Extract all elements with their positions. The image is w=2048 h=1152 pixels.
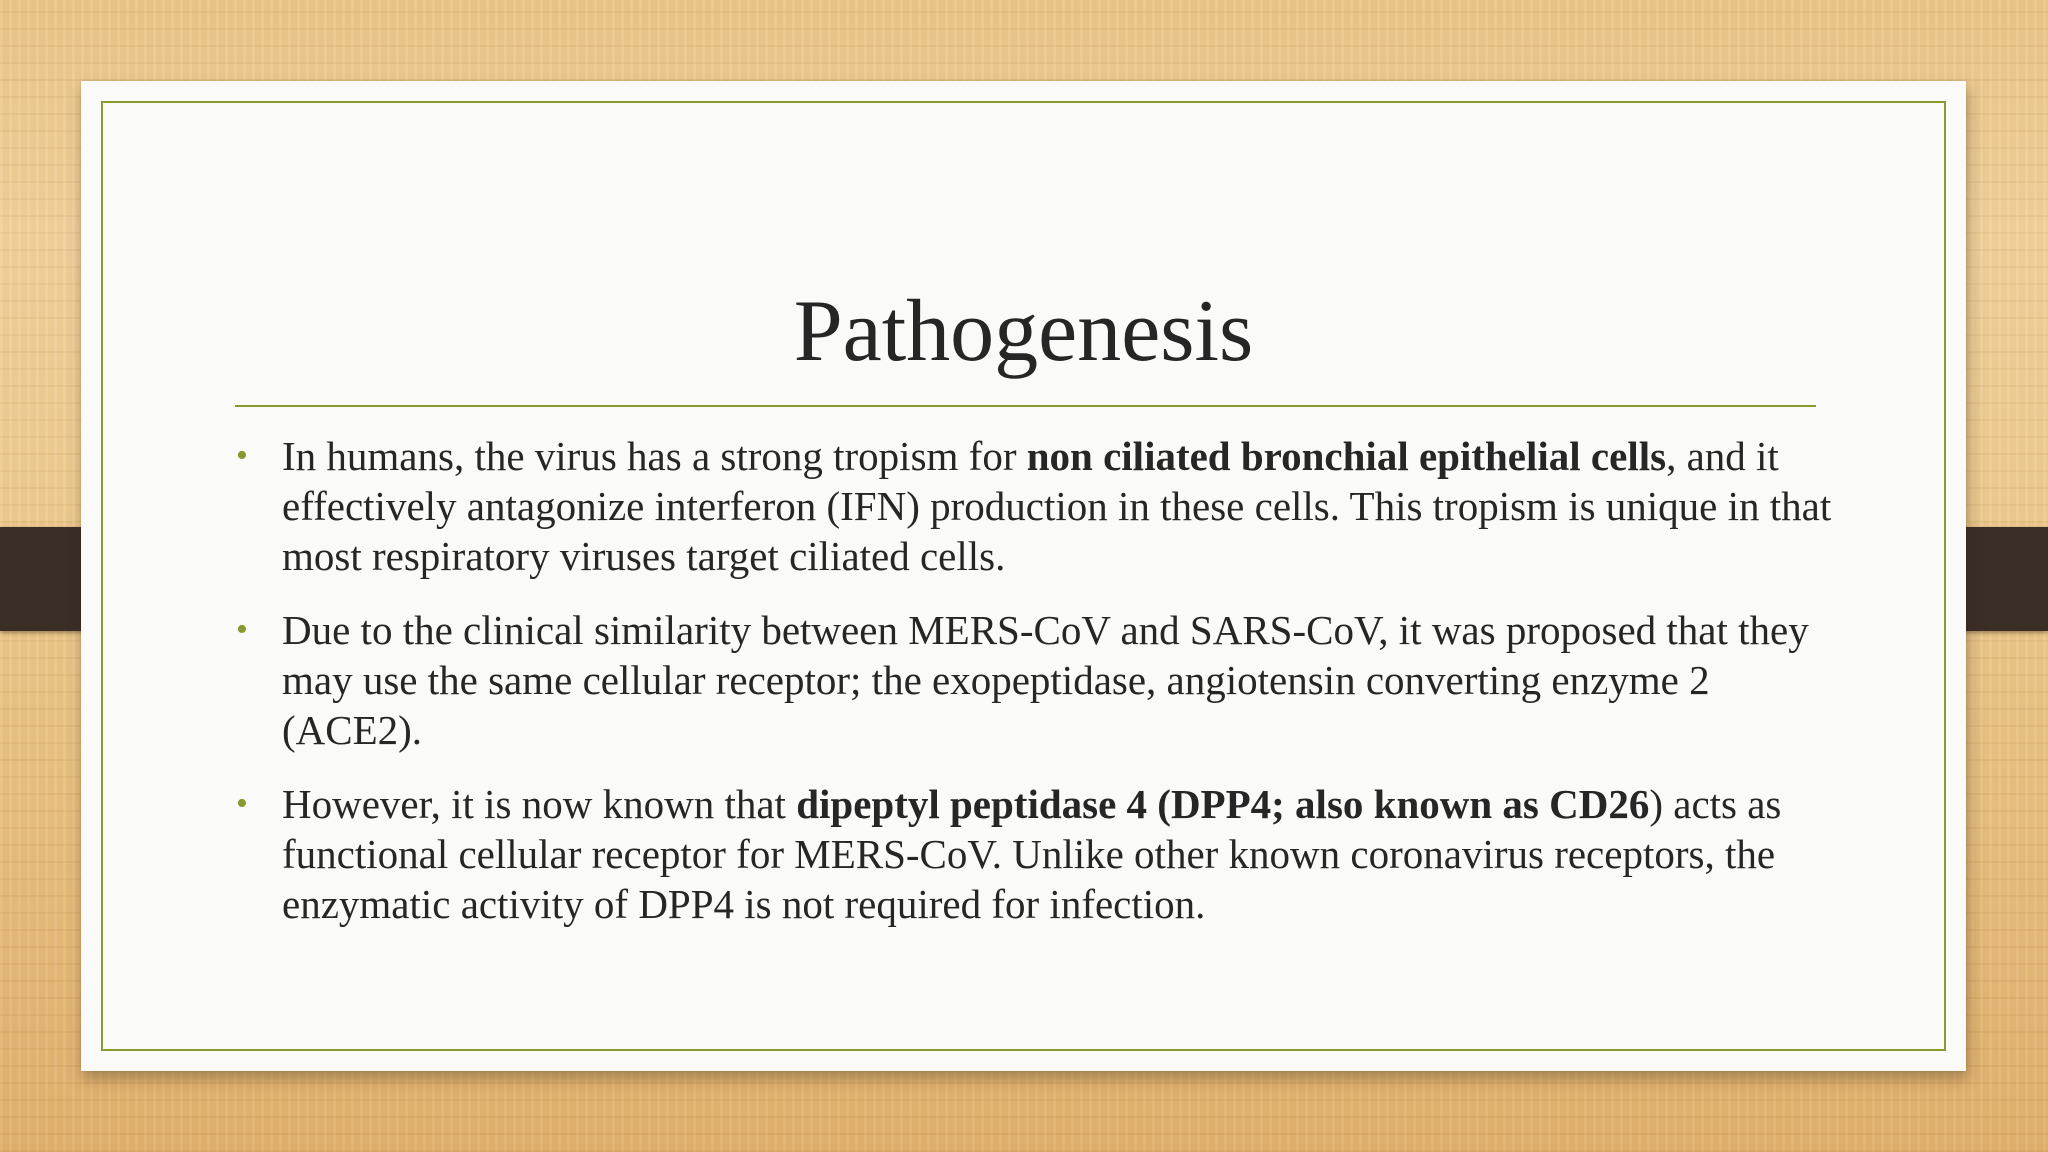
bullet-icon: • [236,437,248,474]
bullet-1-bold: non ciliated bronchial epithelial cells [1026,433,1667,479]
title-divider [235,405,1816,407]
bullet-3-text-a: However, it is now known that [282,781,797,827]
slide-title: Pathogenesis [793,282,1254,380]
bullet-item-1 [236,431,1836,581]
bullet-icon: • [236,785,248,822]
bullet-3-text-b: ) acts as functional cellular receptor for MERS-CoV. Unlike other known coronavirus receptors, the enzymatic activity of DPP4 is not required for infection. [282,781,1782,927]
bullet-3-bold: dipeptyl peptidase 4 (DPP4; also known as CD26 [796,781,1650,827]
bullet-1-text-a: In humans, the virus has a strong tropism for [282,433,1027,479]
bullet-item-3 [236,779,1836,929]
slide-card [81,81,1966,1071]
bullet-2-text: Due to the clinical similarity between MERS-CoV and SARS-CoV, it was proposed that they may use the same cellular receptor; the exopeptidase, angiotensin converting enzyme 2 (ACE2). [282,607,1809,753]
bullet-1-text-b: , and it effectively antagonize interferon (IFN) production in these cells. This tropism is unique in that most respiratory viruses target ciliated cells. [282,433,1832,579]
bullet-item-2 [236,605,1836,755]
bullet-icon: • [236,611,248,648]
bullet-list [236,431,1836,953]
